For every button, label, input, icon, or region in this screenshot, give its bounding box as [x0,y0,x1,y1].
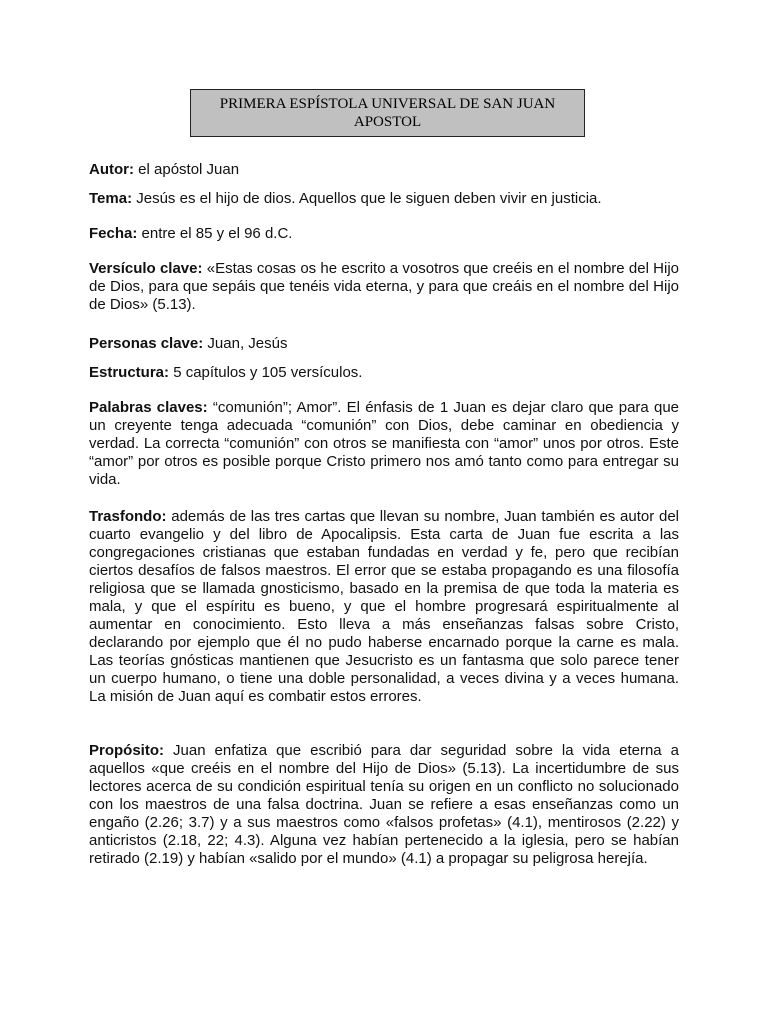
document-title-box [190,89,585,137]
field-proposito [89,742,679,868]
field-trasfondo [89,508,679,706]
field-autor [89,161,679,179]
field-label: Palabras claves: [89,399,208,416]
field-label: Autor: [89,161,134,178]
field-palabras-claves [89,399,679,489]
field-label: Personas clave: [89,335,204,352]
field-text: Juan enfatiza que escribió para dar seguridad sobre la vida eterna a aquellos «que creéis en el nombre del Hijo de Dios» (5.13). La incertidumbre de sus lectores acerca de su condición espiritual tenía su origen en un conflicto no solucionado con los maestros de una falsa doctrina. Juan se refiere a esas enseñanzas como un engaño (2.26; 3.7) y a sus maestros como «falsos profetas» (4.1), mentirosos (2.22) y anticristos (2.18, 22; 4.3). Alguna vez habían pertenecido a la iglesia, pero se habían retirado (2.19) y habían «salido por el mundo» (4.1) a propagar su peligrosa herejía. [89,742,679,867]
field-text: “comunión”; Amor”. El énfasis de 1 Juan es dejar claro que para que un creyente tenga adecuada “comunión” con Dios, debe caminar en obediencia y verdad. La correcta “comunión” con otros se manifiesta con “amor” unos por otros. Este “amor” por otros es posible porque Cristo primero nos amó tanto como para entregar su vida. [89,399,679,488]
field-versiculo-clave [89,260,679,314]
document-title-line-2: APOSTOL [353,114,422,130]
field-personas-clave [89,335,679,353]
field-fecha [89,225,679,243]
field-label: Propósito: [89,742,164,759]
field-text: Jesús es el hijo de dios. Aquellos que le siguen deben vivir en justicia. [132,190,602,207]
field-label: Trasfondo: [89,508,167,525]
field-label: Versículo clave: [89,260,203,277]
field-label: Fecha: [89,225,138,242]
field-text: Juan, Jesús [203,335,288,352]
field-text: 5 capítulos y 105 versículos. [169,364,363,381]
field-label: Tema: [89,190,133,207]
field-estructura [89,364,679,382]
field-tema [89,190,679,208]
document-body [89,161,679,868]
document-title-line-1: PRIMERA ESPÍSTOLA UNIVERSAL DE SAN JUAN [219,96,556,112]
field-text: entre el 85 y el 96 d.C. [137,225,293,242]
field-label: Estructura: [89,364,170,381]
field-text: además de las tres cartas que llevan su nombre, Juan también es autor del cuarto evangelio y del libro de Apocalipsis. Esta carta de Juan fue escrita a las congregaciones cristianas que estaban fundadas en verdad y fe, pero que recibían ciertos desafíos de falsos maestros. El error que se estaba propagando es una filosofía religiosa que se llamada gnosticismo, basado en la premisa de que toda la materia es mala, y que el espíritu es bueno, y que el hombre progresará espiritualmente al aumentar en conocimiento. Esto lleva a más enseñanzas falsas sobre Cristo, declarando por ejemplo que él no pudo haberse encarnado porque la carne es mala. Las teorías gnósticas mantienen que Jesucristo es un fantasma que solo parece tener un cuerpo humano, o tiene una doble personalidad, a veces divina y a veces humana. La misión de Juan aquí es combatir estos errores. [89,508,679,705]
field-text: «Estas cosas os he escrito a vosotros que creéis en el nombre del Hijo de Dios, para que sepáis que tenéis vida eterna, y para que creáis en el nombre del Hijo de Dios» (5.13). [89,260,679,313]
field-text: el apóstol Juan [134,161,240,178]
